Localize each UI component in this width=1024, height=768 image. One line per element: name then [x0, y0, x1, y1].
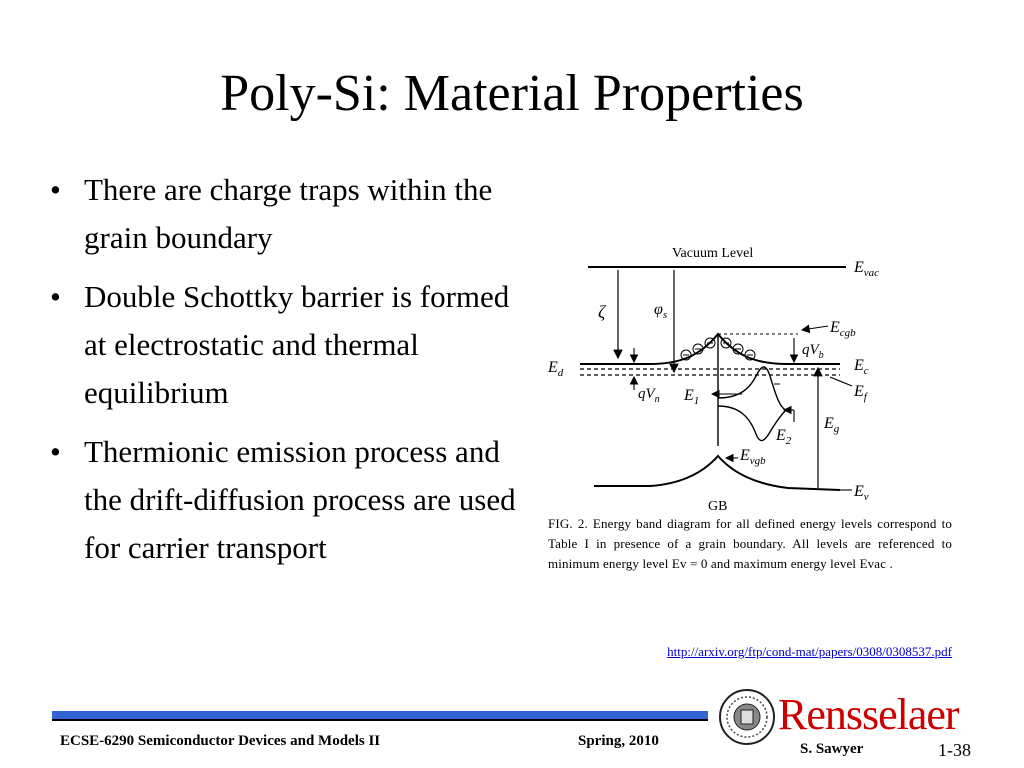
term-label: Spring, 2010	[578, 733, 659, 749]
e1-label: $E_1$	[684, 387, 700, 407]
bullet-marker: •	[50, 279, 61, 314]
bullet-text: There are charge traps within the grain boundary	[84, 172, 493, 255]
valence-band	[594, 456, 840, 490]
course-name: ECSE-6290 Semiconductor Devices and Models II	[60, 733, 381, 749]
institute-seal-icon	[718, 688, 776, 746]
bullet-text: Double Schottky barrier is formed at electrostatic and thermal equilibrium	[84, 279, 510, 410]
zeta-label: ζ	[598, 302, 606, 322]
footer-rule	[52, 719, 708, 721]
ecgb-label: $E_{cgb}$	[830, 319, 856, 339]
vacuum-level-label: Vacuum Level	[672, 246, 754, 261]
qvn-label: $qV_n$	[638, 386, 660, 405]
ef-label: $E_f$	[854, 383, 867, 403]
author-name: S. Sawyer	[800, 741, 864, 757]
slide-title: Poly-Si: Material Properties	[220, 65, 804, 122]
bullet-item	[48, 428, 518, 572]
ev-label: $E_v$	[854, 483, 869, 503]
bullet-text: Thermionic emission process and the drift-diffusion process are used for carrier transport	[84, 434, 516, 565]
ed-label: $E_d$	[548, 359, 564, 379]
evgb-label: $E_{vgb}$	[740, 447, 766, 467]
source-link[interactable]: http://arxiv.org/ftp/cond-mat/papers/0308/0308537.pdf	[667, 644, 952, 659]
footer-bar	[52, 711, 708, 719]
eg-label: $E_g$	[824, 415, 840, 435]
qvb-label: $qV_b$	[802, 342, 824, 361]
rensselaer-logo: Rensselaer	[778, 690, 959, 739]
ef-pointer	[830, 377, 852, 386]
bullet-list	[48, 166, 518, 583]
ecgb-pointer	[802, 326, 828, 330]
figure-caption: FIG. 2. Energy band diagram for all defined energy levels correspond to Table I in presence of a grain boundary. All levels are referenced to minimum energy level Ev = 0 and maximum energy level Evac .	[548, 516, 952, 571]
bullet-item	[48, 166, 518, 262]
bullet-marker: •	[50, 172, 61, 207]
gb-label: GB	[708, 499, 728, 514]
page-number: 1-38	[938, 740, 971, 760]
evac-label: $E_{vac}$	[854, 259, 880, 279]
bullet-item	[48, 273, 518, 417]
ec-label: $E_c$	[854, 357, 869, 377]
e2-label: $E_2$	[776, 427, 792, 447]
phi-label: $\varphi_s$	[654, 301, 668, 321]
bullet-marker: •	[50, 434, 61, 469]
